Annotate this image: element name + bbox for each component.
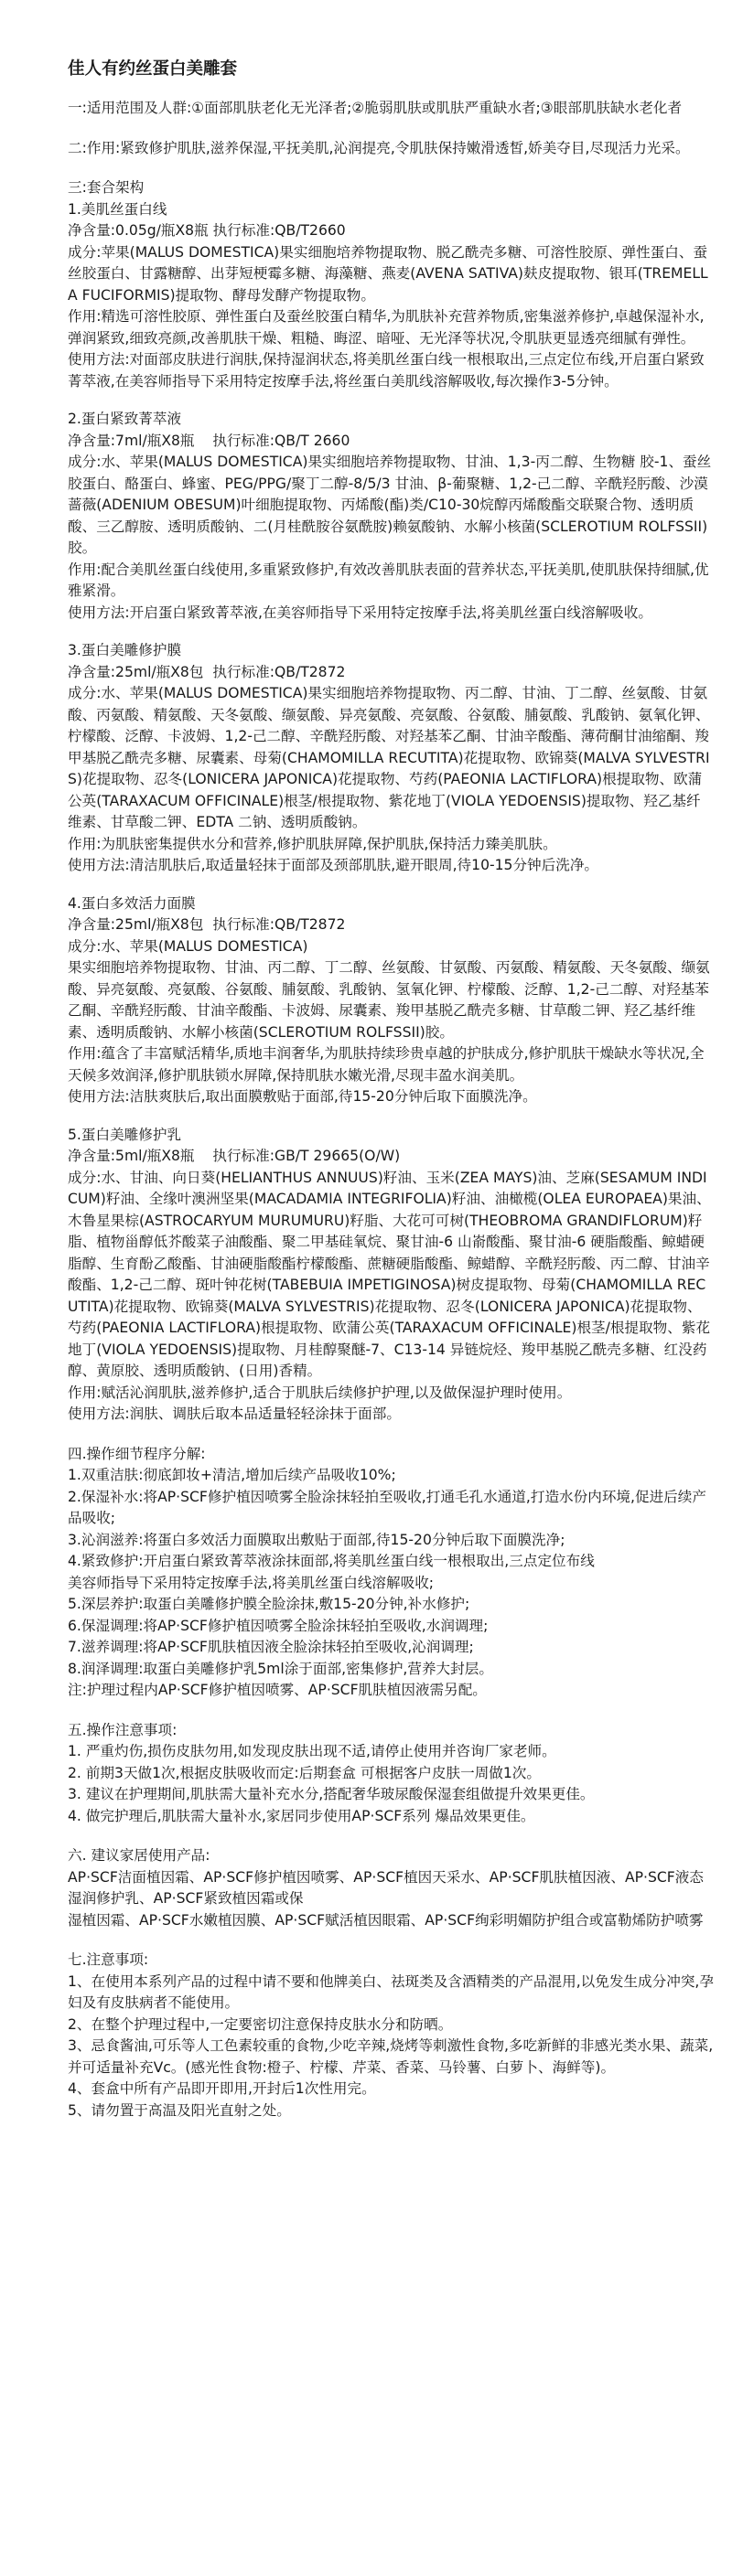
product-line: 使用方法:开启蛋白紧致菁萃液,在美容师指导下采用特定按摩手法,将美肌丝蛋白线溶解吸收。 xyxy=(68,604,652,621)
section-cautions-line: 3、忌食酱油,可乐等人工色素较重的食物,少吃辛辣,烧烤等刺激性食物,多吃新鲜的非感光类水果、蔬菜,并可适量补充Vc。(感光性食物:橙子、柠檬、芹菜、香菜、马铃薯、白萝卜、海鲜等)。 xyxy=(68,2037,714,2076)
product-line: 净含量:7ml/瓶X8瓶 执行标准:QB/T 2660 xyxy=(68,432,350,449)
section-notes-operation-line: 3. 建议在护理期间,肌肤需大量补充水分,搭配奢华玻尿酸保湿套组做提升效果更佳。 xyxy=(68,1786,595,1802)
product-line: 净含量:25ml/瓶X8包 执行标准:QB/T2872 xyxy=(68,663,346,680)
section-cautions-line: 七.注意事项: xyxy=(68,1951,149,1968)
product-line: 作用:赋活沁润肌肤,滋养修护,适合于肌肤后续修护护理,以及做保湿护理时使用。 xyxy=(68,1384,572,1401)
section-steps-line: 美容师指导下采用特定按摩手法,将美肌丝蛋白线溶解吸收; xyxy=(68,1574,435,1591)
product-line: 净含量:0.05g/瓶X8瓶 执行标准:QB/T2660 xyxy=(68,222,346,239)
section-steps-line: 4.紧致修护:开启蛋白紧致菁萃液涂抹面部,将美肌丝蛋白线一根根取出,三点定位布线 xyxy=(68,1553,595,1569)
section-cautions-line: 2、在整个护理过程中,一定要密切注意保持皮肤水分和防晒。 xyxy=(68,2015,453,2033)
section-cautions-line: 4、套盒中所有产品即开即用,开封后1次性用完。 xyxy=(68,2080,376,2097)
product-line: 1.美肌丝蛋白线 xyxy=(68,200,167,218)
section-scope xyxy=(68,98,714,120)
spacer xyxy=(68,1426,714,1444)
section-notes-operation-line: 4. 做完护理后,肌肤需大量补水,家居同步使用AP·SCF系列 爆品效果更佳。 xyxy=(68,1807,535,1824)
section-notes-operation xyxy=(68,1720,714,1828)
section-effect-line: 二:作用:紧致修护肌肤,滋养保湿,平抚美肌,沁润提亮,令肌肤保持嫩滑透皙,娇美夺目,尽现活力光采。 xyxy=(68,139,690,156)
section-notes-operation-line: 2. 前期3天做1次,根据皮肤吸收而定:后期套盒 可根据客户皮肤一周做1次。 xyxy=(68,1764,541,1781)
section-structure xyxy=(68,177,714,1426)
product-line: 使用方法:清洁肌肤后,取适量轻抹于面部及颈部肌肤,避开眼周,待10-15分钟后洗净。 xyxy=(68,857,599,873)
spacer xyxy=(68,1931,714,1950)
product-line: 净含量:5ml/瓶X8瓶 执行标准:GB/T 29665(O/W) xyxy=(68,1148,401,1164)
product-block xyxy=(68,640,714,877)
section-effect xyxy=(68,138,714,160)
section-home-products-line: AP·SCF洁面植因霜、AP·SCF修护植因喷雾、AP·SCF植因天采水、AP·SCF肌肤植因液、AP·SCF液态湿润修护乳、AP·SCF紧致植因霜或保 xyxy=(68,1868,704,1907)
product-line: 作用:蕴含了丰富赋活精华,质地丰润奢华,为肌肤持续珍贵卓越的护肤成分,修护肌肤干燥缺水等状况,全天候多效润泽,修护肌肤锁水屏障,保持肌肤水嫩光滑,尽现丰盈水润美肌。 xyxy=(68,1045,705,1084)
spacer xyxy=(68,1702,714,1720)
product-line: 净含量:25ml/瓶X8包 执行标准:QB/T2872 xyxy=(68,916,346,933)
product-block xyxy=(68,1125,714,1426)
section-steps-line: 3.沁润滋养:将蛋白多效活力面膜取出敷贴于面部,待15-20分钟后取下面膜洗净; xyxy=(68,1531,565,1548)
section-home-products xyxy=(68,1845,714,1931)
section-cautions-line: 5、请勿置于高温及阳光直射之处。 xyxy=(68,2101,291,2119)
spacer xyxy=(68,624,714,640)
product-block xyxy=(68,893,714,1108)
product-line: 果实细胞培养物提取物、甘油、丙二醇、丁二醇、丝氨酸、甘氨酸、丙氨酸、精氨酸、天冬氨酸、缬氨酸、异亮氨酸、亮氨酸、谷氨酸、脯氨酸、乳酸钠、氢氧化钾、柠檬酸、泛醇、1,2-己二醇、对羟基苯乙酮、辛酰羟肟酸、甘油辛酸酯、卡波姆、尿囊素、羧甲基脱乙酰壳多糖、甘草酸二钾、羟乙基纤维素、透明质酸钠、水解小核菌(SCLEROTIUM ROLFSSII)胶。 xyxy=(68,959,710,1041)
section-home-products-line: 六. 建议家居使用产品: xyxy=(68,1847,210,1864)
product-line: 使用方法:对面部皮肤进行润肤,保持湿润状态,将美肌丝蛋白线一根根取出,三点定位布线,开启蛋白紧致菁萃液,在美容师指导下采用特定按摩手法,将丝蛋白美肌线溶解吸收,每次操作3-5分钟。 xyxy=(68,351,705,390)
document-body xyxy=(68,98,714,2122)
product-line: 成分:水、苹果(MALUS DOMESTICA)果实细胞培养物提取物、甘油、1,3-丙二醇、生物糖 胶-1、蚕丝胶蛋白、酪蛋白、蜂蜜、PEG/PPG/聚丁二醇-8/5/3 甘油、β-葡聚糖、1,2-己二醇、辛酰羟肟酸、沙漠蔷薇(ADENIUM OBESUM)叶细胞提取物、丙烯酸(酯)类/C10-30烷醇丙烯酸酯交联聚合物、透明质酸、三乙醇胺、透明质酸钠、二(月桂酰胺谷氨酰胺)赖氨酸钠、水解小核菌(SCLEROTIUM ROLFSSII)胶。 xyxy=(68,454,712,556)
product-line: 5.蛋白美雕修护乳 xyxy=(68,1126,182,1143)
section-cautions-line: 1、在使用本系列产品的过程中请不要和他牌美白、祛斑类及含酒精类的产品混用,以免发生成分冲突,孕妇及有皮肤病者不能使用。 xyxy=(68,1972,714,2011)
spacer xyxy=(68,1827,714,1845)
section-steps xyxy=(68,1444,714,1702)
product-line: 作用:配合美肌丝蛋白线使用,多重紧致修护,有效改善肌肤表面的营养状态,平抚美肌,使肌肤保持细腻,优雅紧滑。 xyxy=(68,561,709,599)
product-line: 成分:水、苹果(MALUS DOMESTICA)果实细胞培养物提取物、丙二醇、甘油、丁二醇、丝氨酸、甘氨酸、丙氨酸、精氨酸、天冬氨酸、缬氨酸、异亮氨酸、亮氨酸、谷氨酸、脯氨酸、乳酸钠、氨氧化钾、柠檬酸、泛醇、卡波姆、1,2-己二醇、辛酰羟肟酸、对羟基苯乙酮、甘油辛酸酯、薄荷酮甘油缩酮、羧甲基脱乙酰壳多糖、尿囊素、母菊(CHAMOMILLA RECUTITA)花提取物、欧锦葵(MALVA SYLVESTRIS)花提取物、忍冬(LONICERA JAPONICA)花提取物、芍药(PAEONIA LACTIFLORA)根提取物、欧蒲公英(TARAXACUM OFFICINALE)根茎/根提取物、紫花地丁(VIOLA YEDOENSIS)提取物、羟乙基纤维素、甘草酸二钾、EDTA 二钠、透明质酸钠。 xyxy=(68,685,710,830)
section-steps-line: 6.保湿调理:将AP·SCF修护植因喷雾全脸涂抹轻拍至吸收,水润调理; xyxy=(68,1617,489,1634)
document-title: 佳人有约丝蛋白美雕套 xyxy=(68,59,238,79)
section-steps-line: 四.操作细节程序分解: xyxy=(68,1445,206,1462)
spacer xyxy=(68,1108,714,1125)
product-line: 2.蛋白紧致菁萃液 xyxy=(68,411,182,427)
section-cautions xyxy=(68,1950,714,2122)
product-line: 成分:水、甘油、向日葵(HELIANTHUS ANNUUS)籽油、玉米(ZEA MAYS)油、芝麻(SESAMUM INDICUM)籽油、全缘叶澳洲坚果(MACADAMIA INTEGRIFOLIA)籽油、油橄榄(OLEA EUROPAEA)果油、木鲁星果棕(ASTROCARYUM MURUMURU)籽脂、大花可可树(THEOBROMA GRANDIFLORUM)籽脂、植物甾醇低芥酸菜子油酸酯、聚二甲基硅氧烷、聚甘油-6 山嵛酸酯、聚甘油-6 硬脂酸酯、鲸蜡硬脂醇、生育酚乙酸酯、甘油硬脂酸酯柠檬酸酯、蔗糖硬脂酸酯、鲸蜡醇、辛酰羟肟酸、丙二醇、甘油辛酸酯、1,2-己二醇、斑叶钟花树(TABEBUIA IMPETIGINOSA)树皮提取物、母菊(CHAMOMILLA RECUTITA)花提取物、欧锦葵(MALVA SYLVESTRIS)花提取物、忍冬(LONICERA JAPONICA)花提取物、芍药(PAEONIA LACTIFLORA)根提取物、欧蒲公英(TARAXACUM OFFICINALE)根茎/根提取物、紫花地丁(VIOLA YEDOENSIS)提取物、月桂醇聚醚-7、C13-14 异链烷烃、羧甲基脱乙酰壳多糖、红没药醇、黄原胶、透明质酸钠、(日用)香精。 xyxy=(68,1169,711,1379)
spacer xyxy=(68,392,714,409)
section-steps-line: 1.双重洁肤:彻底卸妆+清洁,增加后续产品吸收10%; xyxy=(68,1467,396,1483)
product-line: 使用方法:洁肤爽肤后,取出面膜敷贴于面部,待15-20分钟后取下面膜洗净。 xyxy=(68,1088,537,1105)
section-structure-line: 三:套合架构 xyxy=(68,179,145,196)
section-steps-line: 5.深层养护:取蛋白美雕修护膜全脸涂抹,敷15-20分钟,补水修护; xyxy=(68,1596,470,1612)
product-line: 4.蛋白多效活力面膜 xyxy=(68,894,196,912)
spacer xyxy=(68,159,714,177)
section-steps-line: 8.润泽调理:取蛋白美雕修护乳5ml涂于面部,密集修护,营养大封层。 xyxy=(68,1660,493,1677)
product-line: 使用方法:润肤、调肤后取本品适量轻轻涂抹于面部。 xyxy=(68,1406,401,1422)
product-line: 成分:水、苹果(MALUS DOMESTICA) xyxy=(68,937,308,955)
product-line: 作用:精选可溶性胶原、弹性蛋白及蚕丝胶蛋白精华,为肌肤补充营养物质,密集滋养修护,卓越保湿补水,弹润紧致,细致亮颜,改善肌肤干燥、粗糙、晦涩、暗哑、无光泽等状况,令肌肤更显透亮细腻有弹性。 xyxy=(68,308,705,347)
section-notes-operation-line: 五.操作注意事项: xyxy=(68,1721,178,1738)
section-steps-line: 7.滋养调理:将AP·SCF肌肤植因液全脸涂抹轻拍至吸收,沁润调理; xyxy=(68,1639,474,1655)
spacer xyxy=(68,877,714,893)
section-home-products-line: 湿植因霜、AP·SCF水嫩植因膜、AP·SCF赋活植因眼霜、AP·SCF绚彩明媚防护组合或富勒烯防护喷雾 xyxy=(68,1911,704,1929)
section-notes-operation-line: 1. 严重灼伤,损伤皮肤勿用,如发现皮肤出现不适,请停止使用并咨询厂家老师。 xyxy=(68,1743,556,1759)
product-block xyxy=(68,199,714,393)
product-line: 作用:为肌肤密集提供水分和营养,修护肌肤屏障,保护肌肤,保持活力臻美肌肤。 xyxy=(68,835,557,852)
product-line: 3.蛋白美雕修护膜 xyxy=(68,642,182,658)
section-steps-line: 2.保湿补水:将AP·SCF修护植因喷雾全脸涂抹轻拍至吸收,打通毛孔水通道,打造水份内环境,促进后续产品吸收; xyxy=(68,1488,706,1526)
spacer xyxy=(68,120,714,138)
product-block xyxy=(68,409,714,624)
section-steps-line: 注:护理过程内AP·SCF修护植因喷雾、AP·SCF肌肤植因液需另配。 xyxy=(68,1682,487,1698)
product-line: 成分:苹果(MALUS DOMESTICA)果实细胞培养物提取物、脱乙酰壳多糖、可溶性胶原、弹性蛋白、蚕丝胶蛋白、甘露糖醇、出芽短梗霉多糖、海藻糖、燕麦(AVENA SATIVA)麸皮提取物、银耳(TREMELLA FUCIFORMIS)提取物、酵母发酵产物提取物。 xyxy=(68,243,708,304)
section-scope-line: 一:适用范围及人群:①面部肌肤老化无光泽者;②脆弱肌肤或肌肤严重缺水者;③眼部肌肤缺水老化者 xyxy=(68,100,683,116)
